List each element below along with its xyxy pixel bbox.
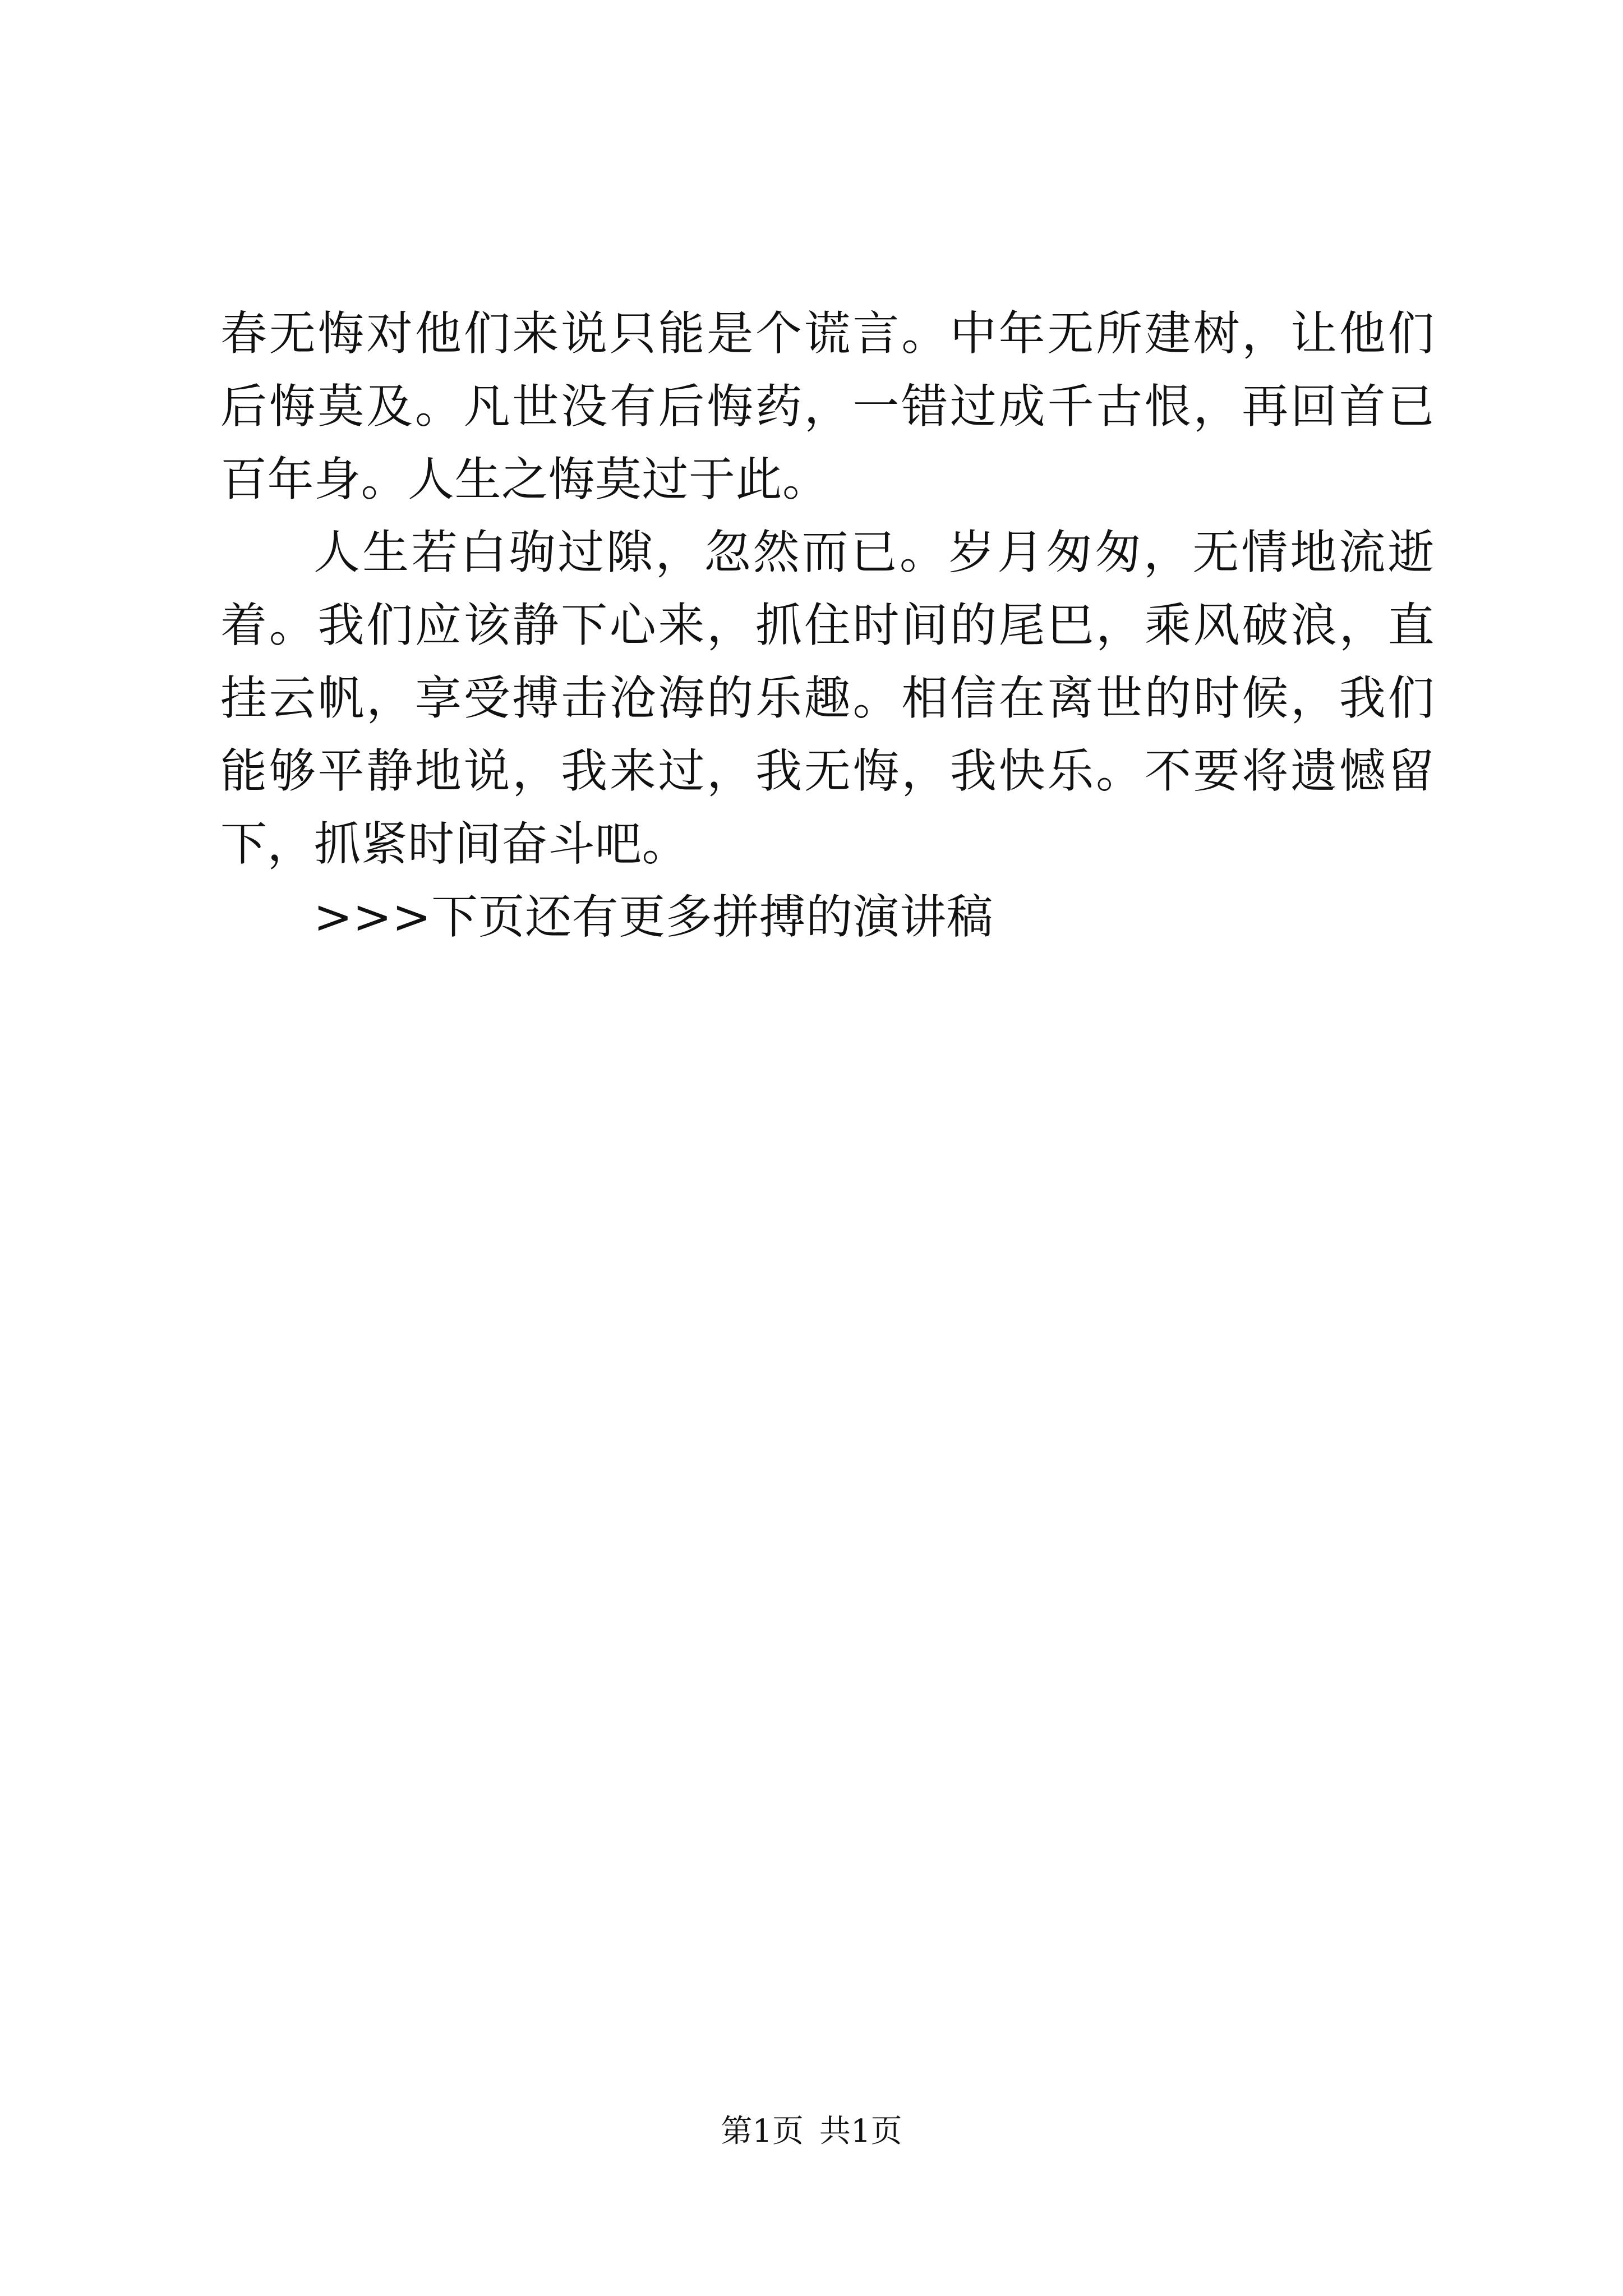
page-footer bbox=[0, 2109, 1623, 2154]
document-body bbox=[220, 297, 1435, 954]
paragraph-life: 人生若白驹过隙，忽然而已。岁月匆匆，无情地流逝着。我们应该静下心来，抓住时间的尾巴，乘风破浪，直挂云帆，享受搏击沧海的乐趣。相信在离世的时候，我们能够平静地说，我来过，我无悔，我快乐。不要将遗憾留下，抓紧时间奋斗吧。 bbox=[220, 525, 1435, 871]
page-number-current: 第1页 bbox=[721, 2113, 804, 2150]
next-page-link-text: >>>下页还有更多拼搏的演讲稿 bbox=[313, 890, 994, 944]
paragraph-continued: 春无悔对他们来说只能是个谎言。中年无所建树，让他们后悔莫及。凡世没有后悔药，一错过成千古恨，再回首已百年身。人生之悔莫过于此。 bbox=[220, 306, 1435, 507]
page-number-total: 共1页 bbox=[819, 2113, 902, 2150]
